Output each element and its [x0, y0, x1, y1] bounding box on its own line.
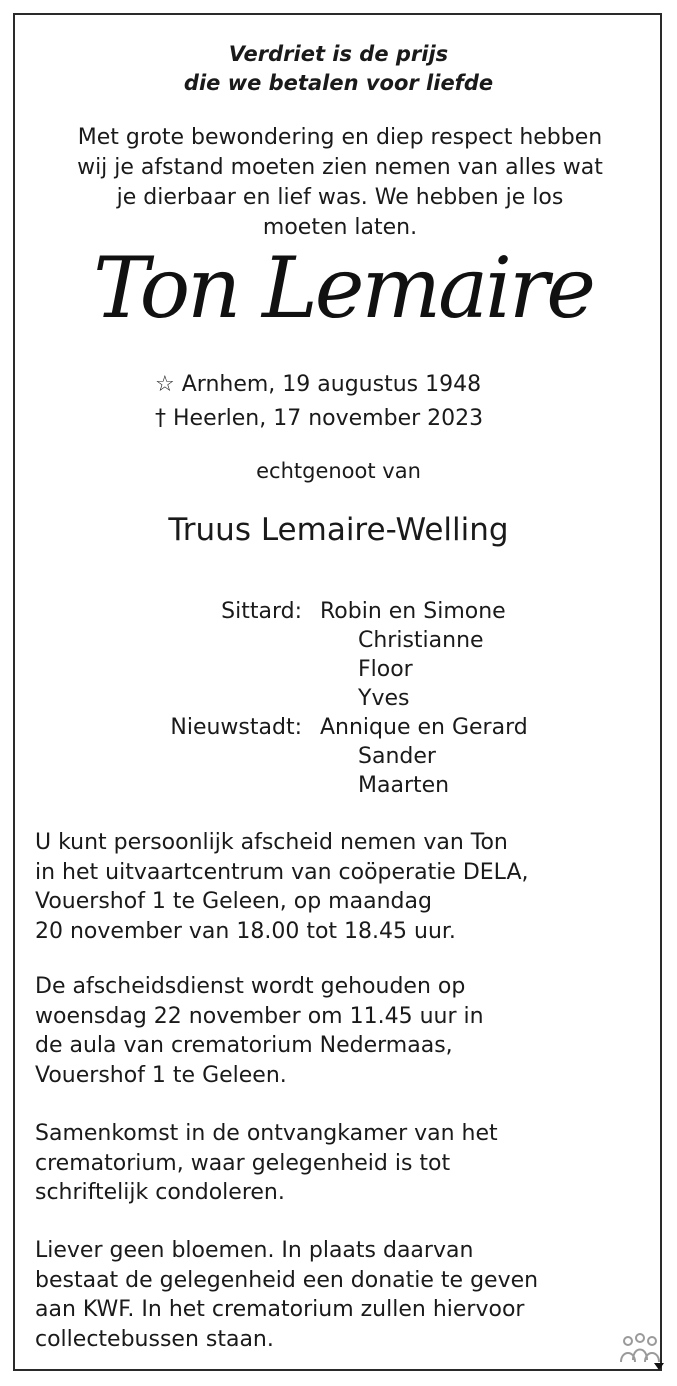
service-paragraph: [35, 972, 635, 1090]
family-member: Maarten: [358, 773, 450, 798]
deceased-name: Ton Lemaire: [93, 239, 593, 337]
birth-text: Arnhem, 19 augustus 1948: [181, 372, 482, 397]
paragraph-line: Vouershof 1 te Geleen, op maandag: [35, 889, 432, 914]
life-dates: [155, 368, 483, 436]
intro-line: Met grote bewondering en diep respect hebben: [77, 125, 603, 150]
deceased-name-signature: [0, 222, 677, 352]
family-member: Christianne: [358, 628, 484, 653]
paragraph-line: collectebussen staan.: [35, 1326, 274, 1352]
family-member: Yves: [358, 686, 410, 711]
family-place: Sittard:: [221, 599, 302, 624]
family-member: Sander: [358, 744, 436, 769]
motto-line: Verdriet is de prijs: [228, 42, 449, 66]
paragraph-line: Liever geen bloemen. In plaats daarvan: [35, 1238, 474, 1263]
paragraph-line: De afscheidsdienst wordt gehouden op: [35, 974, 466, 999]
spouse-name: Truus Lemaire-Welling: [168, 512, 509, 548]
paragraph-line: Vouershof 1 te Geleen.: [35, 1062, 287, 1088]
paragraph-line: 20 november van 18.00 tot 18.45 uur.: [35, 918, 456, 944]
paragraph-line: schriftelijk condoleren.: [35, 1180, 285, 1205]
paragraph-line: crematorium, waar gelegenheid is tot: [35, 1150, 451, 1176]
people-group-icon: [616, 1332, 664, 1372]
paragraph-line: de aula van crematorium Nedermaas,: [35, 1033, 453, 1058]
paragraph-line: bestaat de gelegenheid een donatie te geven: [35, 1267, 539, 1293]
gathering-paragraph: [35, 1119, 635, 1208]
paragraph-line: aan KWF. In het crematorium zullen hiervoor: [35, 1297, 525, 1322]
family-place: Nieuwstadt:: [170, 715, 302, 740]
family-member: Floor: [358, 657, 413, 682]
family-member: Annique en Gerard: [320, 715, 528, 740]
cross-icon: †: [155, 406, 166, 431]
death-text: Heerlen, 17 november 2023: [173, 406, 484, 431]
donation-paragraph: [35, 1236, 635, 1354]
family-list: [0, 597, 677, 807]
spouse-label: echtgenoot van: [256, 459, 421, 483]
star-icon: ☆: [155, 372, 175, 397]
visitation-paragraph: [35, 828, 635, 946]
intro-line: wij je afstand moeten zien nemen van alles wat: [77, 155, 603, 180]
paragraph-line: U kunt persoonlijk afscheid nemen van Ton: [35, 830, 508, 855]
people-group-logo: [616, 1332, 664, 1372]
signature-script: [0, 222, 677, 352]
family-member: Robin en Simone: [320, 599, 506, 624]
birth-line: [155, 368, 483, 402]
intro-line: je dierbaar en lief was. We hebben je los: [116, 185, 564, 210]
paragraph-line: in het uitvaartcentrum van coöperatie DELA,: [35, 859, 529, 885]
motto: [0, 40, 677, 98]
paragraph-line: Samenkomst in de ontvangkamer van het: [35, 1121, 498, 1146]
motto-line: die we betalen voor liefde: [183, 71, 494, 95]
intro-line: moeten laten.: [262, 215, 418, 240]
paragraph-line: woensdag 22 november om 11.45 uur in: [35, 1003, 484, 1029]
death-line: [155, 402, 483, 436]
